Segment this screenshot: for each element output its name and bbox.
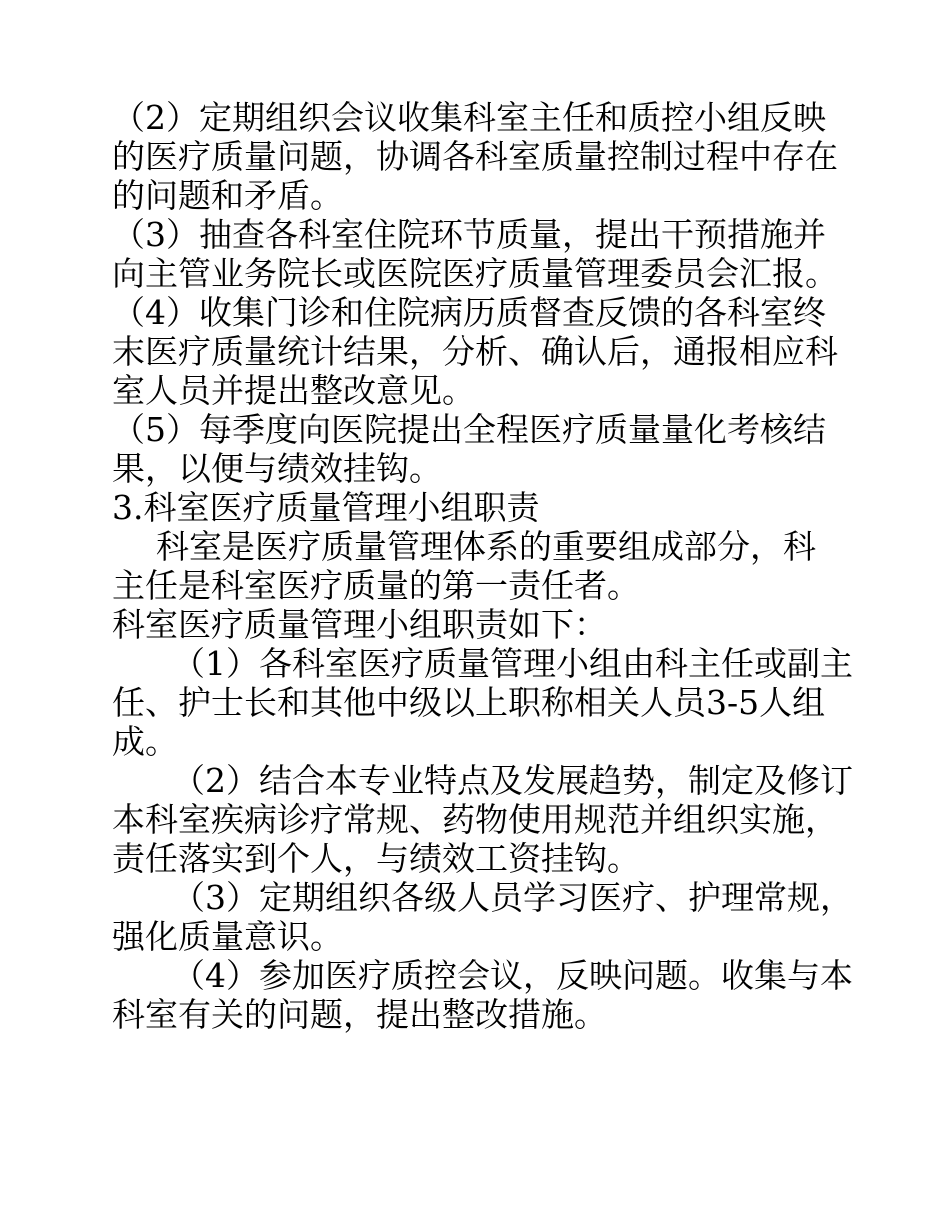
text-line: 向主管业务院长或医院医疗质量管理委员会汇报。	[112, 254, 838, 293]
text-line: （4）参加医疗质控会议，反映问题。收集与本	[172, 956, 853, 995]
text-line: 责任落实到个人，与绩效工资挂钩。	[112, 839, 640, 878]
text-line: 任、护士长和其他中级以上职称相关人员3-5人组	[112, 683, 826, 722]
text-line: 主任是科室医疗质量的第一责任者。	[112, 566, 640, 605]
text-line: （1）各科室医疗质量管理小组由科主任或副主	[172, 644, 853, 683]
text-line: （3）抽查各科室住院环节质量，提出干预措施并	[112, 215, 826, 254]
text-line: 科室有关的问题，提出整改措施。	[112, 995, 607, 1034]
text-line: 成。	[112, 722, 178, 761]
text-line: 的问题和矛盾。	[112, 176, 343, 215]
text-line: （5）每季度向医院提出全程医疗质量量化考核结	[112, 410, 826, 449]
text-line: （4）收集门诊和住院病历质督查反馈的各科室终	[112, 293, 826, 332]
text-line: 科室是医疗质量管理体系的重要组成部分，科	[156, 527, 816, 566]
text-line: 本科室疾病诊疗常规、药物使用规范并组织实施，	[112, 800, 838, 839]
section-heading: 3.科室医疗质量管理小组职责	[112, 488, 540, 527]
text-line: （2）结合本专业特点及发展趋势，制定及修订	[172, 761, 853, 800]
text-line: 的医疗质量问题，协调各科室质量控制过程中存在	[112, 137, 838, 176]
text-line: 果，以便与绩效挂钩。	[112, 449, 442, 488]
text-line: 科室医疗质量管理小组职责如下：	[112, 605, 607, 644]
text-line: 强化质量意识。	[112, 917, 343, 956]
document-body	[112, 98, 853, 1034]
text-line: 室人员并提出整改意见。	[112, 371, 475, 410]
text-line: （3）定期组织各级人员学习医疗、护理常规，	[172, 878, 853, 917]
text-line: 末医疗质量统计结果，分析、确认后，通报相应科	[112, 332, 838, 371]
text-line: （2）定期组织会议收集科室主任和质控小组反映	[112, 98, 826, 137]
